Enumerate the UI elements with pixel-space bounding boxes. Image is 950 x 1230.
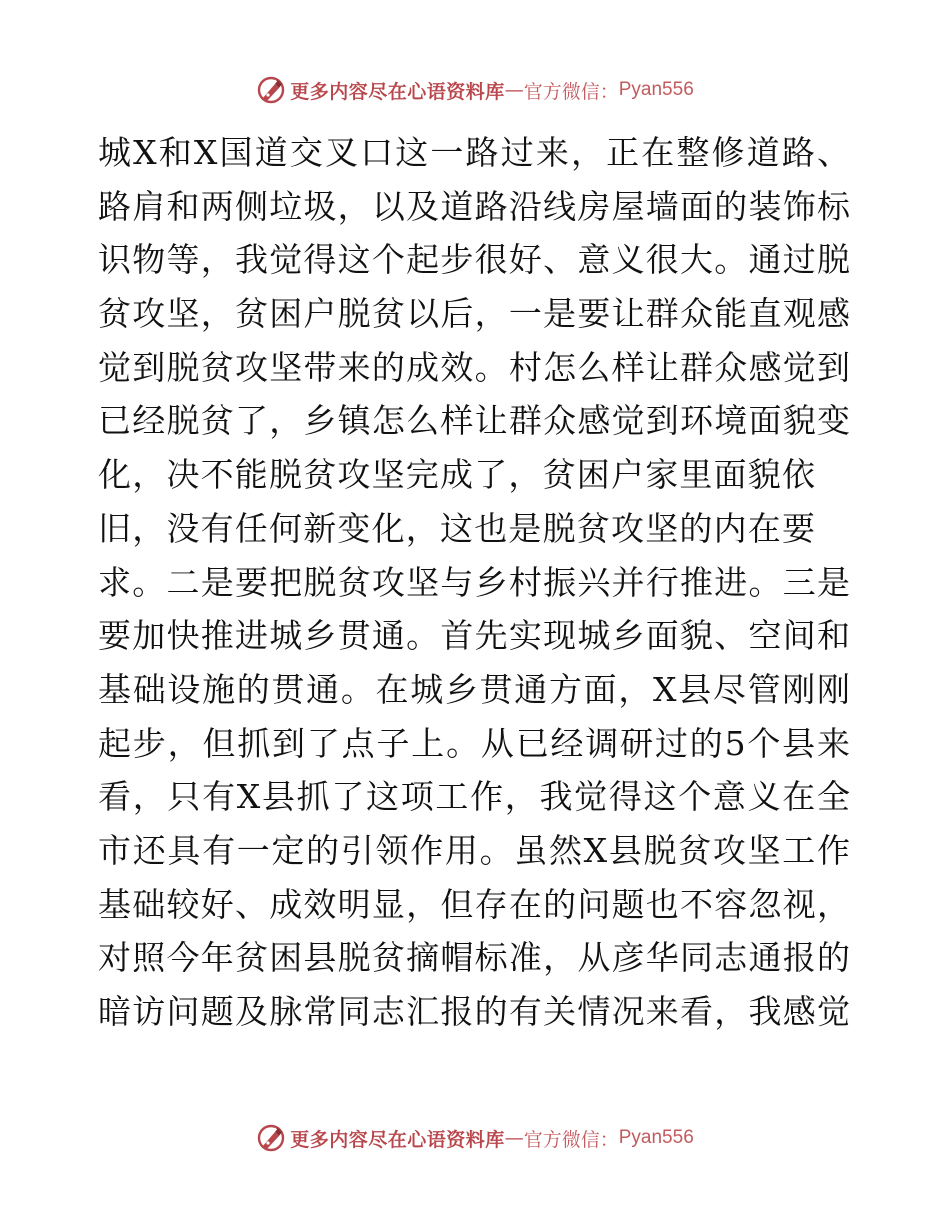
text-line: 看，只有X县抓了这项工作，我觉得这个意义在全: [98, 777, 850, 817]
text-line: 贫攻坚，贫困户脱贫以后，一是要让群众能直观感: [98, 294, 850, 334]
text-line: 对照今年贫困县脱贫摘帽标准，从彦华同志通报的: [98, 938, 850, 978]
text-line: 旧，没有任何新变化，这也是脱贫攻坚的内在要: [98, 508, 817, 548]
text-line: 化，决不能脱贫攻坚完成了，贫困户家里面貌依: [98, 455, 817, 495]
banner-wechat-label: 官方微信：: [523, 80, 619, 103]
text-line: 路肩和两侧垃圾，以及道路沿线房屋墙面的装饰标: [98, 186, 850, 226]
header-banner: [0, 70, 950, 110]
text-line: 要加快推进城乡贯通。首先实现城乡面貌、空间和: [98, 616, 850, 656]
text-line: 城X和X国道交叉口这一路过来，正在整修道路、: [98, 133, 850, 172]
banner-title: 更多内容尽在心语资料库: [290, 80, 505, 103]
footer-banner: [0, 1118, 950, 1158]
text-line: 基础较好、成效明显，但存在的问题也不容忽视，: [98, 884, 850, 924]
banner-wechat-id: Pyan556: [618, 79, 694, 100]
text-line: 识物等，我觉得这个起步很好、意义很大。通过脱: [98, 240, 850, 280]
text-line: 起步，但抓到了点子上。从已经调研过的5个县来: [98, 723, 850, 763]
text-line: 暗访问题及脉常同志汇报的有关情况来看，我感觉: [98, 992, 850, 1031]
text-line: 市还具有一定的引领作用。虽然X县脱贫攻坚工作: [98, 830, 850, 870]
text-line: 基础设施的贯通。在城乡贯通方面，X县尽管刚刚: [98, 669, 850, 709]
banner-separator: —: [504, 1127, 524, 1149]
banner-separator: —: [504, 79, 524, 101]
banner-wechat-label: 官方微信：: [523, 1128, 619, 1151]
pen-nib-logo-icon: [256, 1123, 286, 1153]
banner-title: 更多内容尽在心语资料库: [290, 1128, 505, 1151]
text-line: 觉到脱贫攻坚带来的成效。村怎么样让群众感觉到: [98, 347, 850, 387]
banner-wechat-id: Pyan556: [618, 1127, 694, 1148]
pen-nib-logo-icon: [256, 75, 286, 105]
text-line: 已经脱贫了，乡镇怎么样让群众感觉到环境面貌变: [98, 401, 850, 441]
text-line: 求。二是要把脱贫攻坚与乡村振兴并行推进。三是: [98, 562, 850, 602]
document-body: [98, 126, 850, 1039]
